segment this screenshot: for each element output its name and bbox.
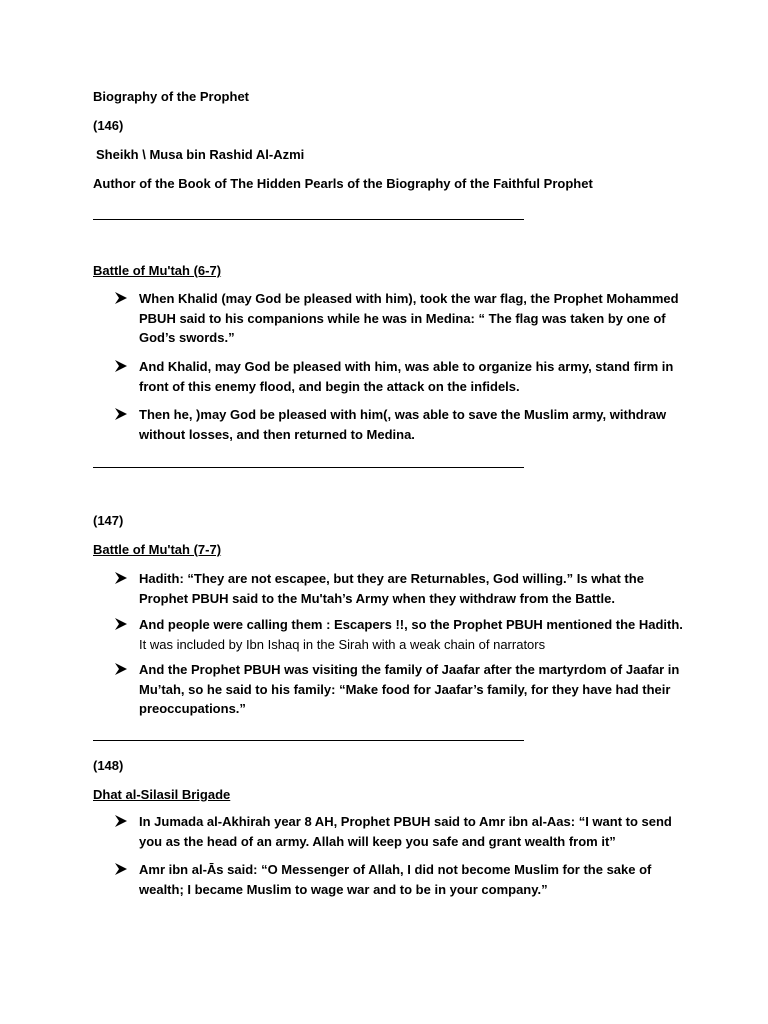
section-heading: Dhat al-Silasil Brigade	[93, 787, 231, 802]
bullet-text: And Khalid, may God be pleased with him, was able to organize his army, stand firm in front of this enemy flood, and begin the attack on the infidels.	[139, 359, 674, 394]
arrow-bullet-icon	[114, 291, 128, 305]
entry-number: (148)	[93, 758, 124, 773]
author-line: Sheikh \ Musa bin Rashid Al-Azmi	[96, 147, 305, 162]
section-heading: Battle of Mu'tah (7-7)	[93, 542, 222, 557]
arrow-bullet-icon	[114, 359, 128, 373]
bullet-text: Then he, )may God be pleased with him(, was able to save the Muslim army, withdraw without losses, and then returned to Medina.	[139, 407, 667, 442]
arrow-bullet-icon	[114, 571, 128, 585]
bullet-bold-text: And people were calling them : Escapers !!, so the Prophet PBUH mentioned the Hadith.	[139, 617, 683, 632]
bullet-text: Hadith: “They are not escapee, but they are Returnables, God willing.” Is what the Prophet PBUH said to the Mu'tah’s Army when they withdraw from the Battle.	[139, 571, 644, 606]
section-heading: Battle of Mu'tah (6-7)	[93, 263, 222, 278]
bullet-text: When Khalid (may God be pleased with him), took the war flag, the Prophet Mohammed PBUH said to his companions while he was in Medina: “ The flag was taken by one of God’s swords.”	[139, 291, 679, 345]
arrow-bullet-icon	[114, 814, 128, 828]
entry-number: (146)	[93, 118, 124, 133]
bullet-text: In Jumada al-Akhirah year 8 AH, Prophet PBUH said to Amr ibn al-Aas: “I want to send you as the head of an army. Allah will keep you safe and grant wealth from it”	[139, 814, 672, 849]
separator-rule	[93, 219, 524, 220]
entry-number: (147)	[93, 513, 124, 528]
bullet-text: Amr ibn al-Ās said: “O Messenger of Allah, I did not become Muslim for the sake of wealth; I became Muslim to wage war and to be in your company.”	[139, 862, 652, 897]
bullet-text	[139, 615, 684, 654]
document-title: Biography of the Prophet	[93, 89, 249, 104]
arrow-bullet-icon	[114, 662, 128, 676]
arrow-bullet-icon	[114, 862, 128, 876]
arrow-bullet-icon	[114, 407, 128, 421]
bullet-text: And the Prophet PBUH was visiting the family of Jaafar after the martyrdom of Jaafar in Mu’tah, so he said to his family: “Make food for Jaafar’s family, for they have had their preoccupations.”	[139, 662, 680, 716]
separator-rule	[93, 740, 524, 741]
arrow-bullet-icon	[114, 617, 128, 631]
separator-rule	[93, 467, 524, 468]
book-line: Author of the Book of The Hidden Pearls of the Biography of the Faithful Prophet	[93, 176, 593, 191]
bullet-note-text: It was included by Ibn Ishaq in the Sirah with a weak chain of narrators	[139, 636, 546, 652]
